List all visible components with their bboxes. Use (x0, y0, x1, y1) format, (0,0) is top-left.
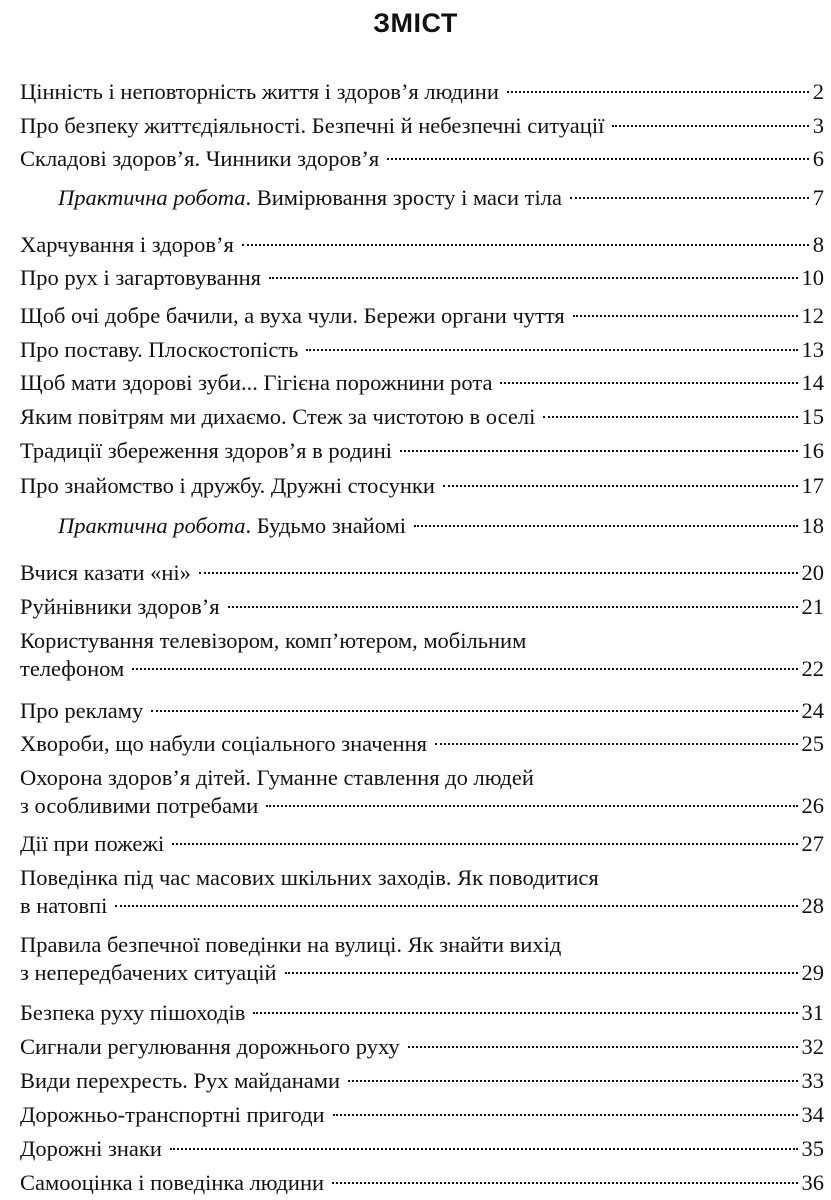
dot-leader (507, 91, 809, 93)
toc-page-number: 2 (812, 79, 824, 104)
toc-entry[interactable] (20, 1033, 824, 1061)
toc-entry-title: Сигнали регулювання дорожнього руху (20, 1034, 400, 1059)
toc-page-number: 10 (801, 265, 824, 290)
practical-label: Практична робота (58, 185, 246, 210)
toc-entry[interactable] (20, 336, 824, 364)
toc-entry-title: . Вимірювання зросту і маси тіла (245, 185, 562, 210)
toc-entry-title: Щоб очі добре бачили, а вуха чули. Бережи органи чуття (20, 303, 565, 328)
toc-entry[interactable] (20, 1135, 824, 1163)
toc-entry[interactable] (20, 78, 824, 106)
toc-entry[interactable] (20, 730, 824, 758)
toc-entry-title: Яким повітрям ми дихаємо. Стеж за чистотою в оселі (20, 404, 536, 429)
dot-leader (306, 349, 797, 351)
toc-entry[interactable] (20, 112, 824, 140)
toc-page-number: 27 (801, 831, 824, 856)
dot-leader (269, 277, 797, 279)
toc-entry-title: Види перехресть. Рух майданами (20, 1068, 340, 1093)
dot-leader (500, 382, 797, 384)
toc-page-number: 21 (801, 594, 824, 619)
toc-entry-title: Харчування і здоров’я (20, 232, 234, 257)
toc-page-number: 3 (812, 113, 824, 138)
toc-entry-title-line1: Користування телевізором, комп’ютером, мобільним (20, 628, 527, 653)
toc-entry-title: Дії при пожежі (20, 831, 165, 856)
toc-page-number: 12 (801, 303, 824, 328)
toc-page-number: 17 (801, 473, 824, 498)
toc-entry-title: Вчися казати «ні» (20, 560, 191, 585)
dot-leader (435, 743, 798, 745)
toc-entry[interactable] (20, 403, 824, 431)
toc-entry[interactable] (20, 472, 824, 500)
toc-entry-title: Дорожньо-транспортні пригоди (20, 1102, 325, 1127)
toc-entry-title: Дорожні знаки (20, 1136, 162, 1161)
toc-entry-multiline[interactable] (20, 627, 824, 683)
dot-leader (115, 905, 797, 907)
toc-entry[interactable] (20, 559, 824, 587)
toc-page-number: 36 (801, 1170, 824, 1195)
dot-leader (170, 1148, 798, 1150)
toc-entry-title: в натовпі (20, 893, 108, 918)
toc-entry[interactable] (20, 999, 824, 1027)
dot-leader (266, 805, 797, 807)
toc-page-number: 7 (812, 185, 824, 210)
toc-page-number: 18 (801, 513, 824, 538)
toc-entry[interactable] (20, 1101, 824, 1129)
toc-page-number: 35 (801, 1136, 824, 1161)
toc-entry[interactable] (20, 1067, 824, 1095)
toc-entry-multiline[interactable] (20, 931, 824, 987)
dot-leader (151, 710, 797, 712)
toc-entry-practical[interactable] (58, 512, 824, 540)
toc-page-number: 8 (812, 232, 824, 257)
dot-leader (408, 1046, 798, 1048)
toc-entry-title: Про рух і загартовування (20, 265, 262, 290)
dot-leader (285, 972, 798, 974)
toc-page-number: 26 (801, 793, 824, 818)
dot-leader (414, 525, 797, 527)
toc-entry[interactable] (20, 369, 824, 397)
toc-entry-title: Цінність і неповторність життя і здоров’я людини (20, 79, 499, 104)
toc-entry[interactable] (20, 1169, 824, 1197)
toc-entry-practical[interactable] (58, 184, 824, 212)
toc-entry-title: з особливими потребами (20, 793, 259, 818)
toc-page-number: 13 (801, 337, 824, 362)
toc-entry-title: Традиції збереження здоров’я в родині (20, 438, 392, 463)
toc-entry-title: Безпека руху пішоходів (20, 1000, 246, 1025)
toc-page-number: 31 (801, 1000, 824, 1025)
toc-page-number: 14 (801, 370, 824, 395)
dot-leader (570, 197, 809, 199)
dot-leader (443, 485, 798, 487)
practical-label: Практична робота (58, 513, 246, 538)
toc-entry-title: Щоб мати здорові зуби... Гігієна порожнини рота (20, 370, 493, 395)
dot-leader (242, 244, 809, 246)
dot-leader (199, 572, 798, 574)
toc-entry-title: телефоном (20, 656, 125, 681)
toc-page-number: 6 (812, 146, 824, 171)
toc-page-number: 24 (801, 698, 824, 723)
toc-entry-title: Про знайомство і дружбу. Дружні стосунки (20, 473, 435, 498)
toc-page-number: 32 (801, 1034, 824, 1059)
toc-entry-title: Хвороби, що набули соціального значення (20, 731, 427, 756)
dot-leader (332, 1182, 797, 1184)
toc-page-number: 28 (801, 893, 824, 918)
toc-page-number: 15 (801, 404, 824, 429)
dot-leader (132, 668, 797, 670)
toc-entry-title: Самооцінка і поведінка людини (20, 1170, 325, 1195)
toc-page-number: 34 (801, 1102, 824, 1127)
toc-entry-title: . Будьмо знайомі (245, 513, 407, 538)
toc-page-number: 22 (801, 656, 824, 681)
toc-page-number: 16 (801, 438, 824, 463)
dot-leader (400, 450, 798, 452)
toc-entry[interactable] (20, 145, 824, 173)
toc-entry[interactable] (20, 302, 824, 330)
toc-entry-title-line1: Поведінка під час масових шкільних заходів. Як поводитися (20, 865, 599, 890)
toc-entry-title: Складові здоров’я. Чинники здоров’я (20, 146, 380, 171)
toc-entry-title-line1: Охорона здоров’я дітей. Гуманне ставлення до людей (20, 765, 534, 790)
page-title: ЗМІСТ (373, 8, 458, 38)
toc-page-number: 29 (801, 960, 824, 985)
dot-leader (172, 843, 797, 845)
toc-page-number: 20 (801, 560, 824, 585)
toc-entry[interactable] (20, 231, 824, 259)
dot-leader (333, 1114, 798, 1116)
dot-leader (253, 1012, 797, 1014)
toc-page-number: 25 (801, 731, 824, 756)
dot-leader (612, 125, 808, 127)
dot-leader (573, 315, 798, 317)
toc-entry[interactable] (20, 264, 824, 292)
toc-entry-multiline[interactable] (20, 864, 824, 920)
toc-entry-title: Про рекламу (20, 698, 144, 723)
dot-leader (228, 606, 798, 608)
toc-page-number: 33 (801, 1068, 824, 1093)
toc-entry-title: Про поставу. Плоскостопість (20, 337, 299, 362)
toc-entry-multiline[interactable] (20, 764, 824, 820)
toc-entry-title: з непередбачених ситуацій (20, 960, 277, 985)
toc-entry-title-line1: Правила безпечної поведінки на вулиці. Як знайти вихід (20, 932, 562, 957)
toc-entry[interactable] (20, 593, 824, 621)
toc-entry[interactable] (20, 830, 824, 858)
toc-entry-title: Руйнівники здоров’я (20, 594, 220, 619)
toc-entry-title: Про безпеку життєдіяльності. Безпечні й небезпечні ситуації (20, 113, 605, 138)
dot-leader (543, 416, 797, 418)
dot-leader (387, 158, 808, 160)
toc-entry[interactable] (20, 697, 824, 725)
dot-leader (348, 1080, 798, 1082)
toc-entry[interactable] (20, 437, 824, 465)
